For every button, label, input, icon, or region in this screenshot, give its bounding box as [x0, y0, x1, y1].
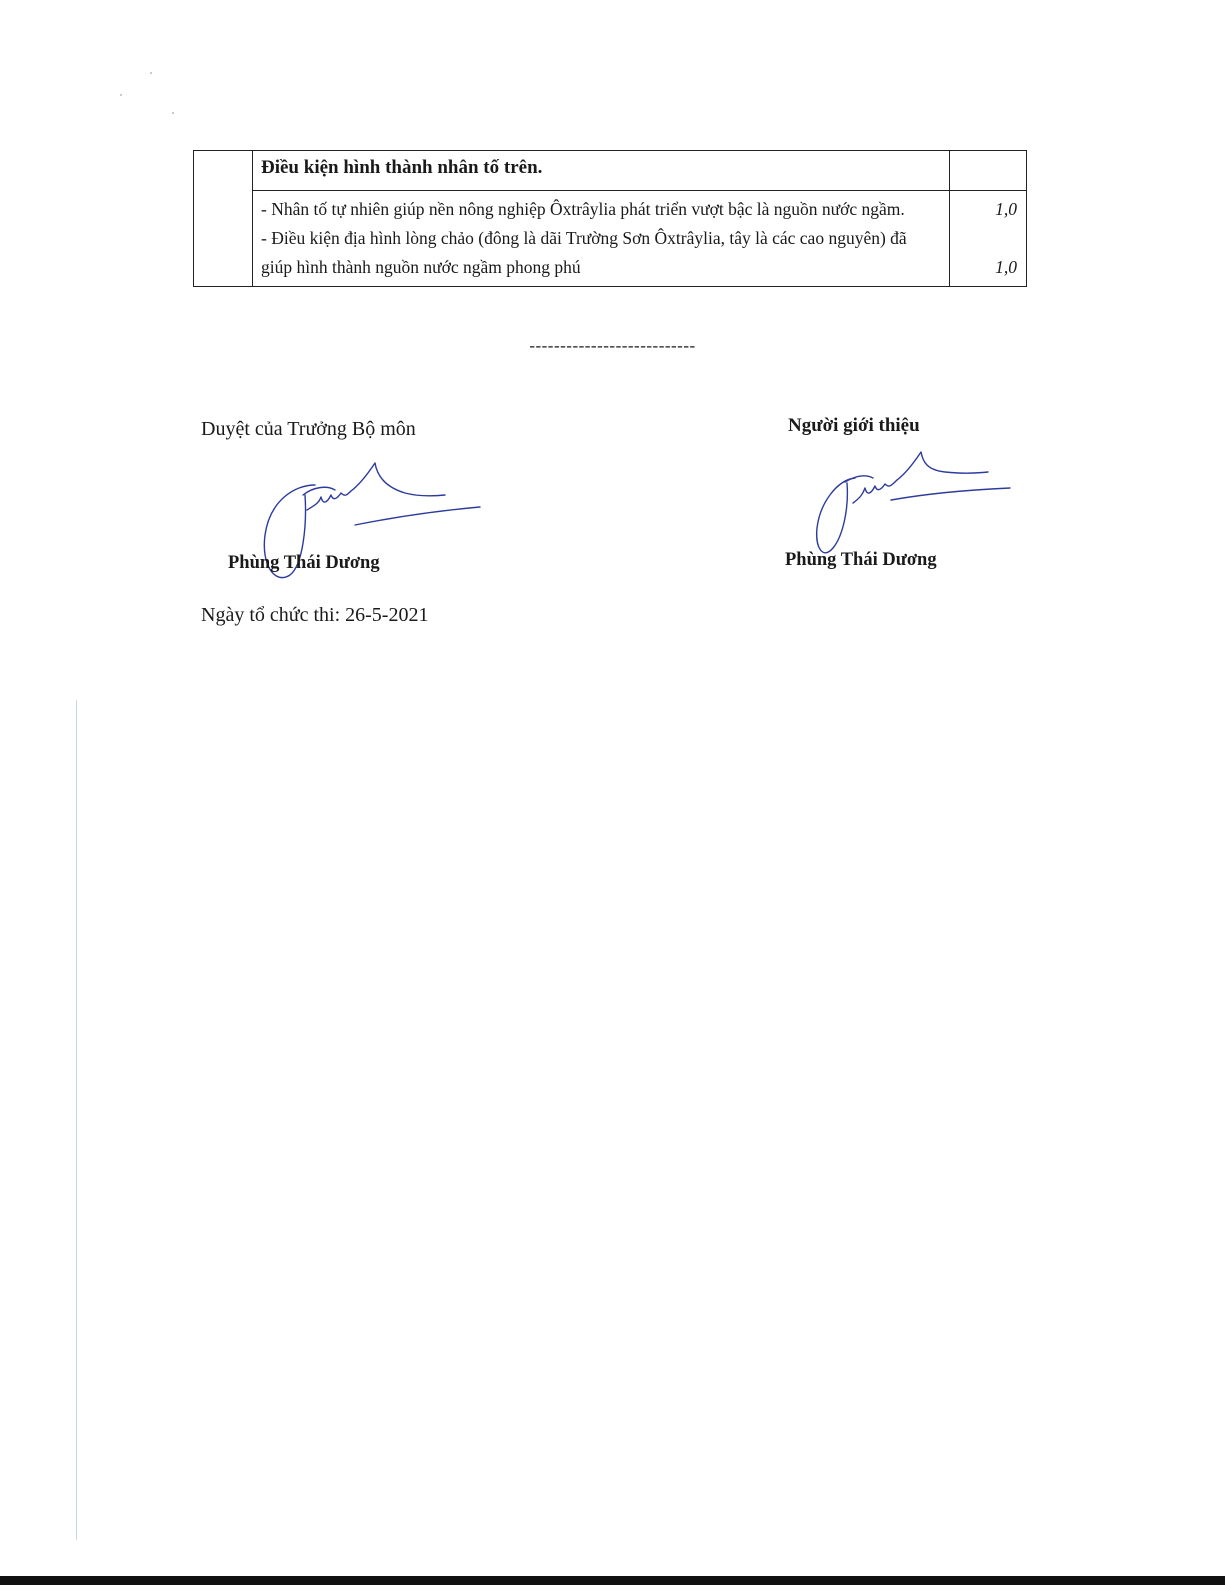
- table-heading-row: [194, 151, 1027, 191]
- exam-date: [201, 604, 428, 627]
- exam-date-label: Ngày tổ chức thi:: [201, 604, 341, 626]
- introducer-name: Phùng Thái Dương: [785, 550, 937, 570]
- approval-signature: [255, 455, 495, 595]
- heading-score-cell: [950, 151, 1027, 191]
- table-row: [194, 191, 1027, 287]
- score-2: 1,0: [995, 257, 1017, 277]
- question-number-cell: [194, 151, 253, 287]
- exam-date-value: 26-5-2021: [345, 604, 429, 626]
- answer-line-2: - Điều kiện địa hình lòng chảo (đông là dãi Trường Sơn Ôxtrâylia, tây là các cao nguyên) đã giúp hình thành nguồn nước ngầm phong phú: [261, 228, 907, 277]
- scan-speck: [150, 72, 152, 74]
- approval-name: Phùng Thái Dương: [228, 553, 380, 573]
- scan-speck: [172, 112, 174, 114]
- score-cell: [950, 191, 1027, 287]
- answer-content-cell: [253, 191, 950, 287]
- answer-table: [193, 150, 1027, 287]
- scan-bottom-edge: [0, 1576, 1225, 1585]
- answer-line-1: - Nhân tố tự nhiên giúp nền nông nghiệp Ôxtrâylia phát triển vượt bậc là nguồn nước ngầm.: [261, 199, 905, 219]
- score-1: 1,0: [995, 199, 1017, 219]
- section-separator: ---------------------------: [529, 336, 696, 355]
- scan-speck: [120, 94, 122, 96]
- scan-edge-line: [76, 700, 77, 1540]
- approval-title: Duyệt của Trưởng Bộ môn: [201, 418, 416, 440]
- introducer-title: Người giới thiệu: [788, 415, 920, 436]
- table-heading: Điều kiện hình thành nhân tố trên.: [253, 151, 950, 191]
